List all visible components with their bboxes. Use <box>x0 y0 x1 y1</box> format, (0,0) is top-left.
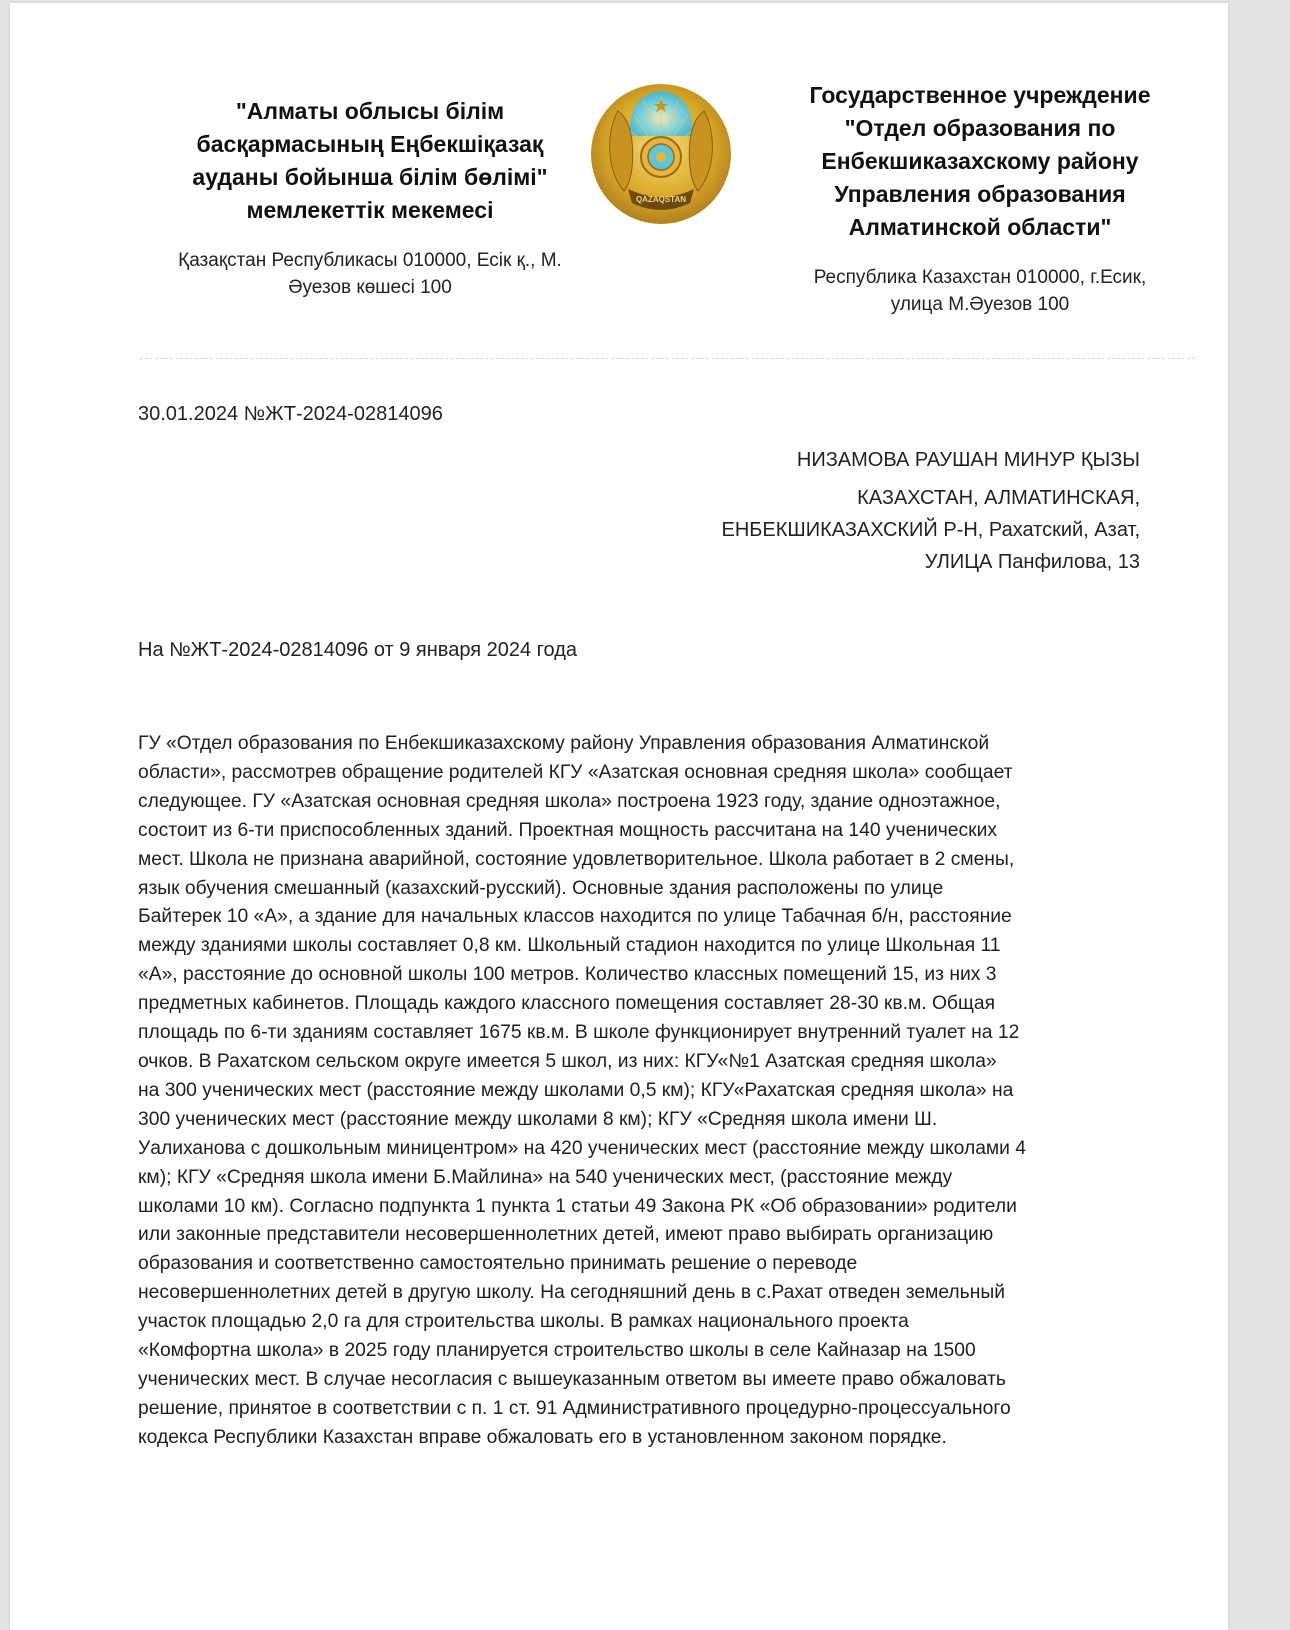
body-line: области», рассмотрев обращение родителей КГУ «Азатская основная средняя школа» сообщает <box>138 761 1013 783</box>
emblem-caption: QAZAQSTAN <box>635 195 687 204</box>
body-line: между зданиями школы составляет 0,8 км. Школьный стадион находится по улице Школьная 11 <box>138 935 1001 957</box>
body-line: состоит из 6-ти приспособленных зданий. Проектная мощность рассчитана на 140 ученических <box>138 819 998 841</box>
body-line: «А», расстояние до основной школы 100 метров. Количество классных помещений 15, из них 3 <box>138 964 997 986</box>
body-line: образования и соответственно самостоятельно принимать решение о переводе <box>138 1253 858 1275</box>
org-address-line: Республика Казахстан 010000, г.Есик, <box>813 267 1147 288</box>
header-org-kazakh <box>160 95 580 301</box>
org-title-line: Енбекшиказахскому району <box>821 148 1139 174</box>
body-line: или законные представители несовершеннолетних детей, имеют право выбирать организацию <box>138 1224 994 1246</box>
document-date-number: 30.01.2024 №ЖТ-2024-02814096 <box>138 403 443 425</box>
letter-body <box>138 730 1148 1453</box>
body-line: мест. Школа не признана аварийной, состояние удовлетворительное. Школа работает в 2 смены, <box>138 848 1015 870</box>
org-address-line: улица М.Әуезов 100 <box>890 294 1070 315</box>
body-line: кодекса Республики Казахстан вправе обжаловать его в установленном законом порядке. <box>138 1426 947 1448</box>
org-title-line: "Алматы облысы білім <box>235 98 505 124</box>
org-address-line: Қазақстан Республикасы 010000, Есік қ., М. <box>178 250 562 271</box>
org-title-line: мемлекеттік мекемесі <box>246 197 494 223</box>
body-line: на 300 ученических мест (расстояние между школами 0,5 км); КГУ«Рахатская средняя школа» на <box>138 1079 1014 1101</box>
body-line: ГУ «Отдел образования по Енбекшиказахскому району Управления образования Алматинской <box>138 733 990 754</box>
org-title-line: Алматинской области" <box>848 214 1112 240</box>
org-title-kazakh <box>160 95 580 227</box>
header-divider <box>140 358 1195 359</box>
org-title-line: ауданы бойынша білім бөлімі" <box>192 164 548 190</box>
body-line: «Комфортна школа» в 2025 году планируется строительство школы в селе Кайназар на 1500 <box>138 1340 976 1362</box>
state-emblem-icon <box>588 81 734 227</box>
recipient-block <box>540 446 1140 578</box>
recipient-address-line: ЕНБЕКШИКАЗАХСКИЙ Р-Н, Рахатский, Азат, <box>721 519 1140 541</box>
recipient-address-line: КАЗАХСТАН, АЛМАТИНСКАЯ, <box>857 487 1140 509</box>
body-line: ученических мест. В случае несогласия с вышеуказанным ответом вы имеете право обжаловать <box>138 1368 1006 1390</box>
org-title-line: "Отдел образования по <box>844 115 1116 141</box>
body-line: км); КГУ «Средняя школа имени Б.Майлина» на 540 ученических мест, (расстояние между <box>138 1166 953 1188</box>
body-line: 300 ученических мест (расстояние между школами 8 км); КГУ «Средняя школа имени Ш. <box>138 1108 938 1130</box>
recipient-address <box>540 482 1140 578</box>
emblem-graphic <box>588 81 734 227</box>
body-line: школами 10 км). Согласно подпункта 1 пункта 1 статьи 49 Закона РК «Об образовании» родители <box>138 1195 1017 1217</box>
body-line: Уалиханова с дошкольным миницентром» на 420 ученических мест (расстояние между школами 4 <box>138 1137 1027 1159</box>
body-line: очков. В Рахатском сельском округе имеется 5 школ, из них: КГУ«№1 Азатская средняя школа» <box>138 1050 997 1072</box>
org-address-line: Әуезов көшесі 100 <box>288 277 452 298</box>
document-page <box>10 3 1228 1630</box>
org-address-kazakh <box>160 247 580 301</box>
org-title-line: Управления образования <box>834 181 1126 207</box>
reply-reference: На №ЖТ-2024-02814096 от 9 января 2024 года <box>138 639 577 661</box>
body-line: площадь по 6-ти зданиям составляет 1675 кв.м. В школе функционирует внутренний туалет на 12 <box>138 1022 1020 1044</box>
recipient-name: НИЗАМОВА РАУШАН МИНУР ҚЫЗЫ <box>796 449 1140 471</box>
body-line: Байтерек 10 «А», а здание для начальных классов находится по улице Табачная б/н, расстояние <box>138 906 1012 928</box>
recipient-address-line: УЛИЦА Панфилова, 13 <box>924 551 1140 573</box>
body-line: предметных кабинетов. Площадь каждого классного помещения составляет 28-30 кв.м. Общая <box>138 993 996 1015</box>
body-line: участок площадью 2,0 га для строительства школы. В рамках национального проекта <box>138 1311 909 1333</box>
header-org-russian <box>770 79 1190 318</box>
org-address-russian <box>770 264 1190 318</box>
body-line: язык обучения смешанный (казахский-русский). Основные здания расположены по улице <box>138 877 944 899</box>
org-title-russian <box>770 79 1190 244</box>
body-line: решение, принятое в соответствии с п. 1 ст. 91 Административного процедурно-процессуального <box>138 1397 1011 1419</box>
org-title-line: Государственное учреждение <box>809 82 1151 108</box>
body-line: следующее. ГУ «Азатская основная средняя школа» построена 1923 году, здание одноэтажное, <box>138 790 1001 812</box>
org-title-line: басқармасының Еңбекшіқазақ <box>196 131 544 157</box>
body-line: несовершеннолетних детей в другую школу. На сегодняшний день в с.Рахат отведен земельный <box>138 1282 1005 1304</box>
